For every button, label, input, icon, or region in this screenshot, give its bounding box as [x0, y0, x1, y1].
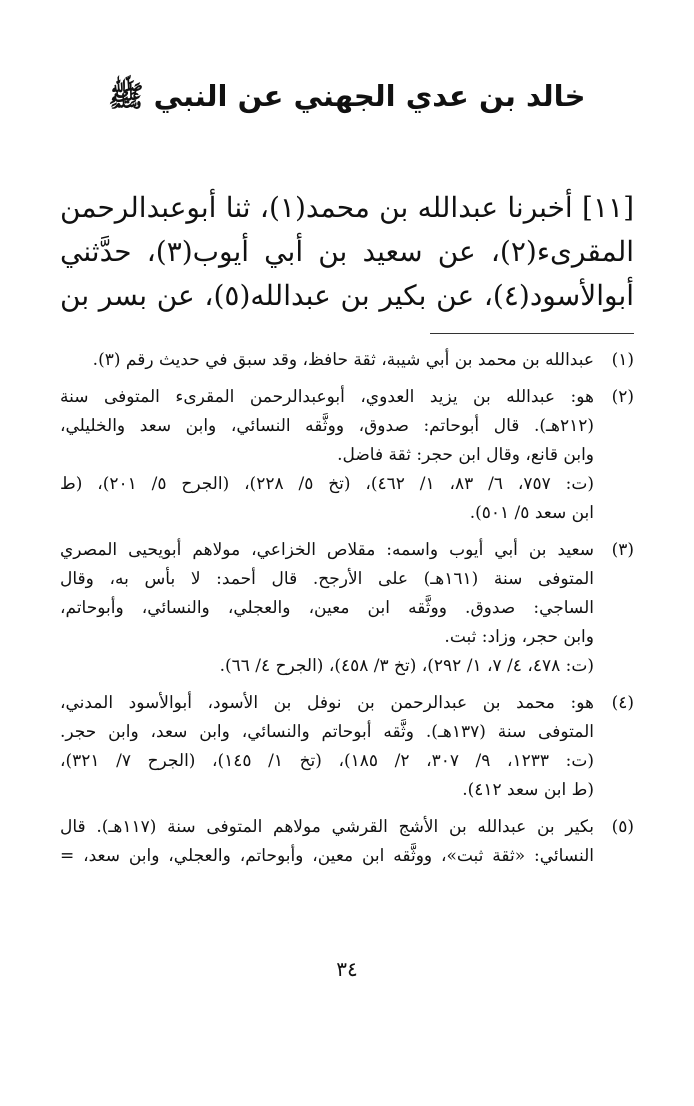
footnote-line: ابن سعد ٥/ ٥٠١).: [469, 503, 594, 523]
footnote-5: [60, 813, 634, 871]
footnotes: [60, 346, 634, 879]
footnote-line: المتوفى سنة (١٣٧هـ). وثَّقه أبوحاتم والنسائي، وابن سعد، وابن حجر.: [60, 722, 594, 742]
footnote-line: (٢١٢هـ). قال أبوحاتم: صدوق، ووثَّقه النسائي، وابن سعد والخليلي،: [60, 416, 594, 436]
footnote-line: هو: عبدالله بن يزيد العدوي، أبوعبدالرحمن المقرىء المتوفى سنة: [60, 387, 594, 407]
hadith-line: المقرىء(٢)، عن سعيد بن أبي أيوب(٣)، حدَّثني: [60, 235, 635, 268]
footnote-line: النسائي: «ثقة ثبت»، ووثَّقه ابن معين، وأبوحاتم، والعجلي، وابن سعد، =: [60, 846, 594, 866]
hadith-text: [60, 186, 634, 318]
footnote-line: (ت: ٤٧٨، ٤/ ٧، ١/ ٢٩٢)، (تخ ٣/ ٤٥٨)، (الجرح ٤/ ٦٦).: [219, 656, 594, 676]
page-number: ٣٤: [336, 957, 358, 981]
footnote-line: بكير بن عبدالله بن الأشج القرشي مولاهم المتوفى سنة (١١٧هـ). قال: [60, 817, 594, 837]
footnote-line: وابن قانع، وقال ابن حجر: ثقة فاضل.: [337, 445, 594, 465]
footnote-line: (ت: ٧٥٧، ٦/ ٨٣، ١/ ٤٦٢)، (تخ ٥/ ٢٢٨)، (الجرح ٥/ ٢٠١)، (ط: [60, 474, 595, 494]
footnote-number: (٣): [611, 540, 634, 560]
footnote-line: عبدالله بن محمد بن أبي شيبة، ثقة حافظ، وقد سبق في حديث رقم (٣).: [92, 350, 594, 370]
footnote-number: (٥): [611, 817, 634, 837]
footnote-1: [60, 346, 634, 375]
footnote-3: [60, 536, 634, 681]
footnote-line: الساجي: صدوق. ووثَّقه ابن معين، والعجلي، والنسائي، وأبوحاتم،: [60, 598, 594, 618]
hadith-line: أبوالأسود(٤)، عن بكير بن عبدالله(٥)، عن بسر بن: [60, 279, 635, 312]
footnote-line: (ت: ١٢٣٣، ٩/ ٣٠٧، ٢/ ١٨٥)، (تخ ١/ ١٤٥)، (الجرح ٧/ ٣٢١)،: [60, 751, 594, 771]
footnote-line: وابن حجر، وزاد: ثبت.: [444, 627, 594, 647]
footnote-line: هو: محمد بن عبدالرحمن بن نوفل بن الأسود، أبوالأسود المدني،: [60, 693, 594, 713]
footnote-number: (٤): [611, 693, 634, 713]
hadith-line: [١١] أخبرنا عبدالله بن محمد(١)، ثنا أبوعبدالرحمن: [60, 191, 634, 224]
footnote-divider: [430, 333, 634, 334]
footnote-4: [60, 689, 634, 805]
footnote-number: (١): [611, 350, 634, 370]
footnote-number: (٢): [611, 387, 634, 407]
footnote-line: المتوفى سنة (١٦١هـ) على الأرجح. قال أحمد: لا بأس به، وقال: [60, 569, 594, 589]
footnote-line: سعيد بن أبي أيوب واسمه: مقلاص الخزاعي، مولاهم أبويحيى المصري: [60, 540, 594, 560]
footnote-2: [60, 383, 634, 528]
page-title: خالد بن عدي الجهني عن النبي ﷺ: [108, 79, 586, 113]
footnote-line: (ط ابن سعد ٤١٢).: [462, 780, 594, 800]
